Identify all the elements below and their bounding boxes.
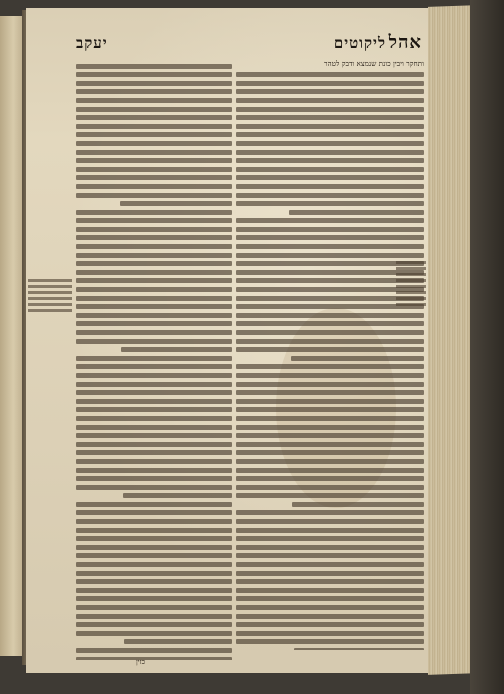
- text-line: [236, 399, 424, 404]
- text-line: [236, 244, 424, 249]
- text-line: [236, 639, 424, 644]
- text-line: [121, 347, 232, 352]
- text-line: [76, 235, 232, 240]
- text-line: [124, 639, 232, 644]
- opening-line: ותחקר ויבין כונת שנמצא ודבק לטהר: [324, 60, 424, 68]
- text-line: [76, 115, 232, 120]
- text-line: [28, 309, 72, 312]
- text-line: [76, 89, 232, 94]
- text-line: [236, 528, 424, 533]
- text-line: [236, 553, 424, 558]
- text-line: [236, 536, 424, 541]
- book-cover-edge: [470, 0, 504, 694]
- text-line: [76, 175, 232, 180]
- text-line: [76, 81, 232, 86]
- text-line: [76, 227, 232, 232]
- text-line: [76, 631, 232, 636]
- text-line: [76, 648, 232, 653]
- text-line: [76, 502, 232, 507]
- text-line: [236, 433, 424, 438]
- right-column-lines: [236, 72, 424, 650]
- text-line: [236, 81, 424, 86]
- text-line: [236, 227, 424, 232]
- text-line: [76, 296, 232, 301]
- text-line: [28, 279, 72, 282]
- left-column-lines: [76, 64, 232, 660]
- text-line: [396, 261, 426, 264]
- text-line: [291, 356, 424, 361]
- text-line: [76, 536, 232, 541]
- text-line: [76, 382, 232, 387]
- text-line: [396, 267, 426, 270]
- text-line: [76, 210, 232, 215]
- text-line: [76, 468, 232, 473]
- text-line: [76, 485, 232, 490]
- text-line: [236, 184, 424, 189]
- text-line: [76, 442, 232, 447]
- text-line: [236, 459, 424, 464]
- text-line: [76, 562, 232, 567]
- text-line: [76, 433, 232, 438]
- text-line: [76, 588, 232, 593]
- running-head-folio-title: אהל: [388, 32, 422, 53]
- text-line: [76, 605, 232, 610]
- catchword: כזין: [136, 658, 145, 666]
- text-line: [236, 253, 424, 258]
- text-line: [236, 201, 424, 206]
- text-line: [236, 416, 424, 421]
- text-line: [236, 622, 424, 627]
- text-line: [236, 218, 424, 223]
- text-line: [28, 291, 72, 294]
- text-line: [76, 150, 232, 155]
- text-line: [76, 287, 232, 292]
- text-line: [76, 553, 232, 558]
- text-line: [76, 339, 232, 344]
- text-line: [76, 510, 232, 515]
- text-line: [396, 297, 426, 300]
- inner-margin-gloss: [28, 276, 72, 315]
- outer-margin-gloss: [396, 258, 426, 309]
- text-line: [28, 285, 72, 288]
- text-line: [236, 468, 424, 473]
- text-line: [236, 605, 424, 610]
- text-line: [236, 235, 424, 240]
- text-line: [76, 98, 232, 103]
- text-line: [236, 167, 424, 172]
- text-line: [236, 390, 424, 395]
- text-line: [236, 175, 424, 180]
- text-line: [76, 321, 232, 326]
- text-line: [396, 273, 426, 276]
- text-line: [76, 407, 232, 412]
- text-line: [76, 132, 232, 137]
- text-line: [76, 364, 232, 369]
- text-line: [236, 562, 424, 567]
- text-line: [236, 476, 424, 481]
- text-line: [120, 201, 232, 206]
- text-line: [236, 193, 424, 198]
- text-line: [289, 210, 424, 215]
- text-line: [76, 373, 232, 378]
- text-line: [396, 291, 426, 294]
- text-line: [76, 571, 232, 576]
- text-line: [76, 253, 232, 258]
- text-line: [76, 313, 232, 318]
- text-line: [236, 330, 424, 335]
- text-line: [236, 339, 424, 344]
- text-line: [76, 184, 232, 189]
- text-line: [236, 407, 424, 412]
- text-line: [76, 158, 232, 163]
- text-line: [236, 347, 424, 352]
- text-line: [76, 416, 232, 421]
- text-line: [76, 141, 232, 146]
- text-line: [236, 588, 424, 593]
- text-line: [236, 545, 424, 550]
- text-line: [236, 450, 424, 455]
- text-line: [236, 425, 424, 430]
- text-line: [76, 596, 232, 601]
- text-line: [236, 373, 424, 378]
- left-text-column: [76, 60, 232, 660]
- text-line: [236, 89, 424, 94]
- text-line: [236, 115, 424, 120]
- text-line: [236, 364, 424, 369]
- text-line: [123, 493, 232, 498]
- text-line: [76, 519, 232, 524]
- text-line: [236, 124, 424, 129]
- text-line: [76, 304, 232, 309]
- text-line: [76, 278, 232, 283]
- running-head-left-title: יעקב: [76, 34, 108, 52]
- text-line: [76, 459, 232, 464]
- text-line: [76, 579, 232, 584]
- text-line: [236, 132, 424, 137]
- text-line: [28, 297, 72, 300]
- text-line: [76, 167, 232, 172]
- text-line: [236, 98, 424, 103]
- text-line: [76, 528, 232, 533]
- text-line: [76, 72, 232, 77]
- running-head-right-title: ליקוטים: [333, 34, 386, 52]
- text-line: [76, 390, 232, 395]
- text-line: [236, 150, 424, 155]
- text-line: [76, 64, 232, 69]
- text-line: [294, 648, 424, 650]
- running-head: [26, 28, 430, 56]
- text-line: [76, 476, 232, 481]
- text-line: [236, 631, 424, 636]
- text-line: [236, 382, 424, 387]
- facing-page-fragment: [0, 16, 23, 656]
- text-line: [236, 313, 424, 318]
- text-line: [236, 485, 424, 490]
- text-line: [396, 303, 426, 306]
- text-line: [236, 519, 424, 524]
- text-line: [76, 545, 232, 550]
- text-line: [76, 107, 232, 112]
- text-line: [76, 356, 232, 361]
- text-line: [28, 303, 72, 306]
- text-line: [76, 193, 232, 198]
- text-line: [76, 330, 232, 335]
- text-line: [76, 270, 232, 275]
- text-line: [236, 141, 424, 146]
- text-line: [396, 279, 426, 282]
- text-line: [76, 399, 232, 404]
- text-line: [76, 218, 232, 223]
- text-line: [236, 321, 424, 326]
- text-line: [396, 285, 426, 288]
- text-line: [76, 261, 232, 266]
- book-page: [26, 8, 430, 673]
- text-line: [236, 571, 424, 576]
- text-line: [236, 107, 424, 112]
- text-line: [236, 614, 424, 619]
- text-line: [236, 596, 424, 601]
- text-line: [236, 72, 424, 77]
- right-text-column: [236, 60, 424, 650]
- text-line: [76, 425, 232, 430]
- text-line: [76, 124, 232, 129]
- page-edges: [428, 5, 476, 675]
- text-line: [292, 502, 424, 507]
- text-line: [236, 442, 424, 447]
- text-line: [76, 450, 232, 455]
- text-line: [236, 493, 424, 498]
- text-line: [76, 244, 232, 249]
- text-line: [236, 158, 424, 163]
- text-line: [236, 510, 424, 515]
- text-line: [236, 579, 424, 584]
- text-line: [76, 614, 232, 619]
- text-line: [76, 622, 232, 627]
